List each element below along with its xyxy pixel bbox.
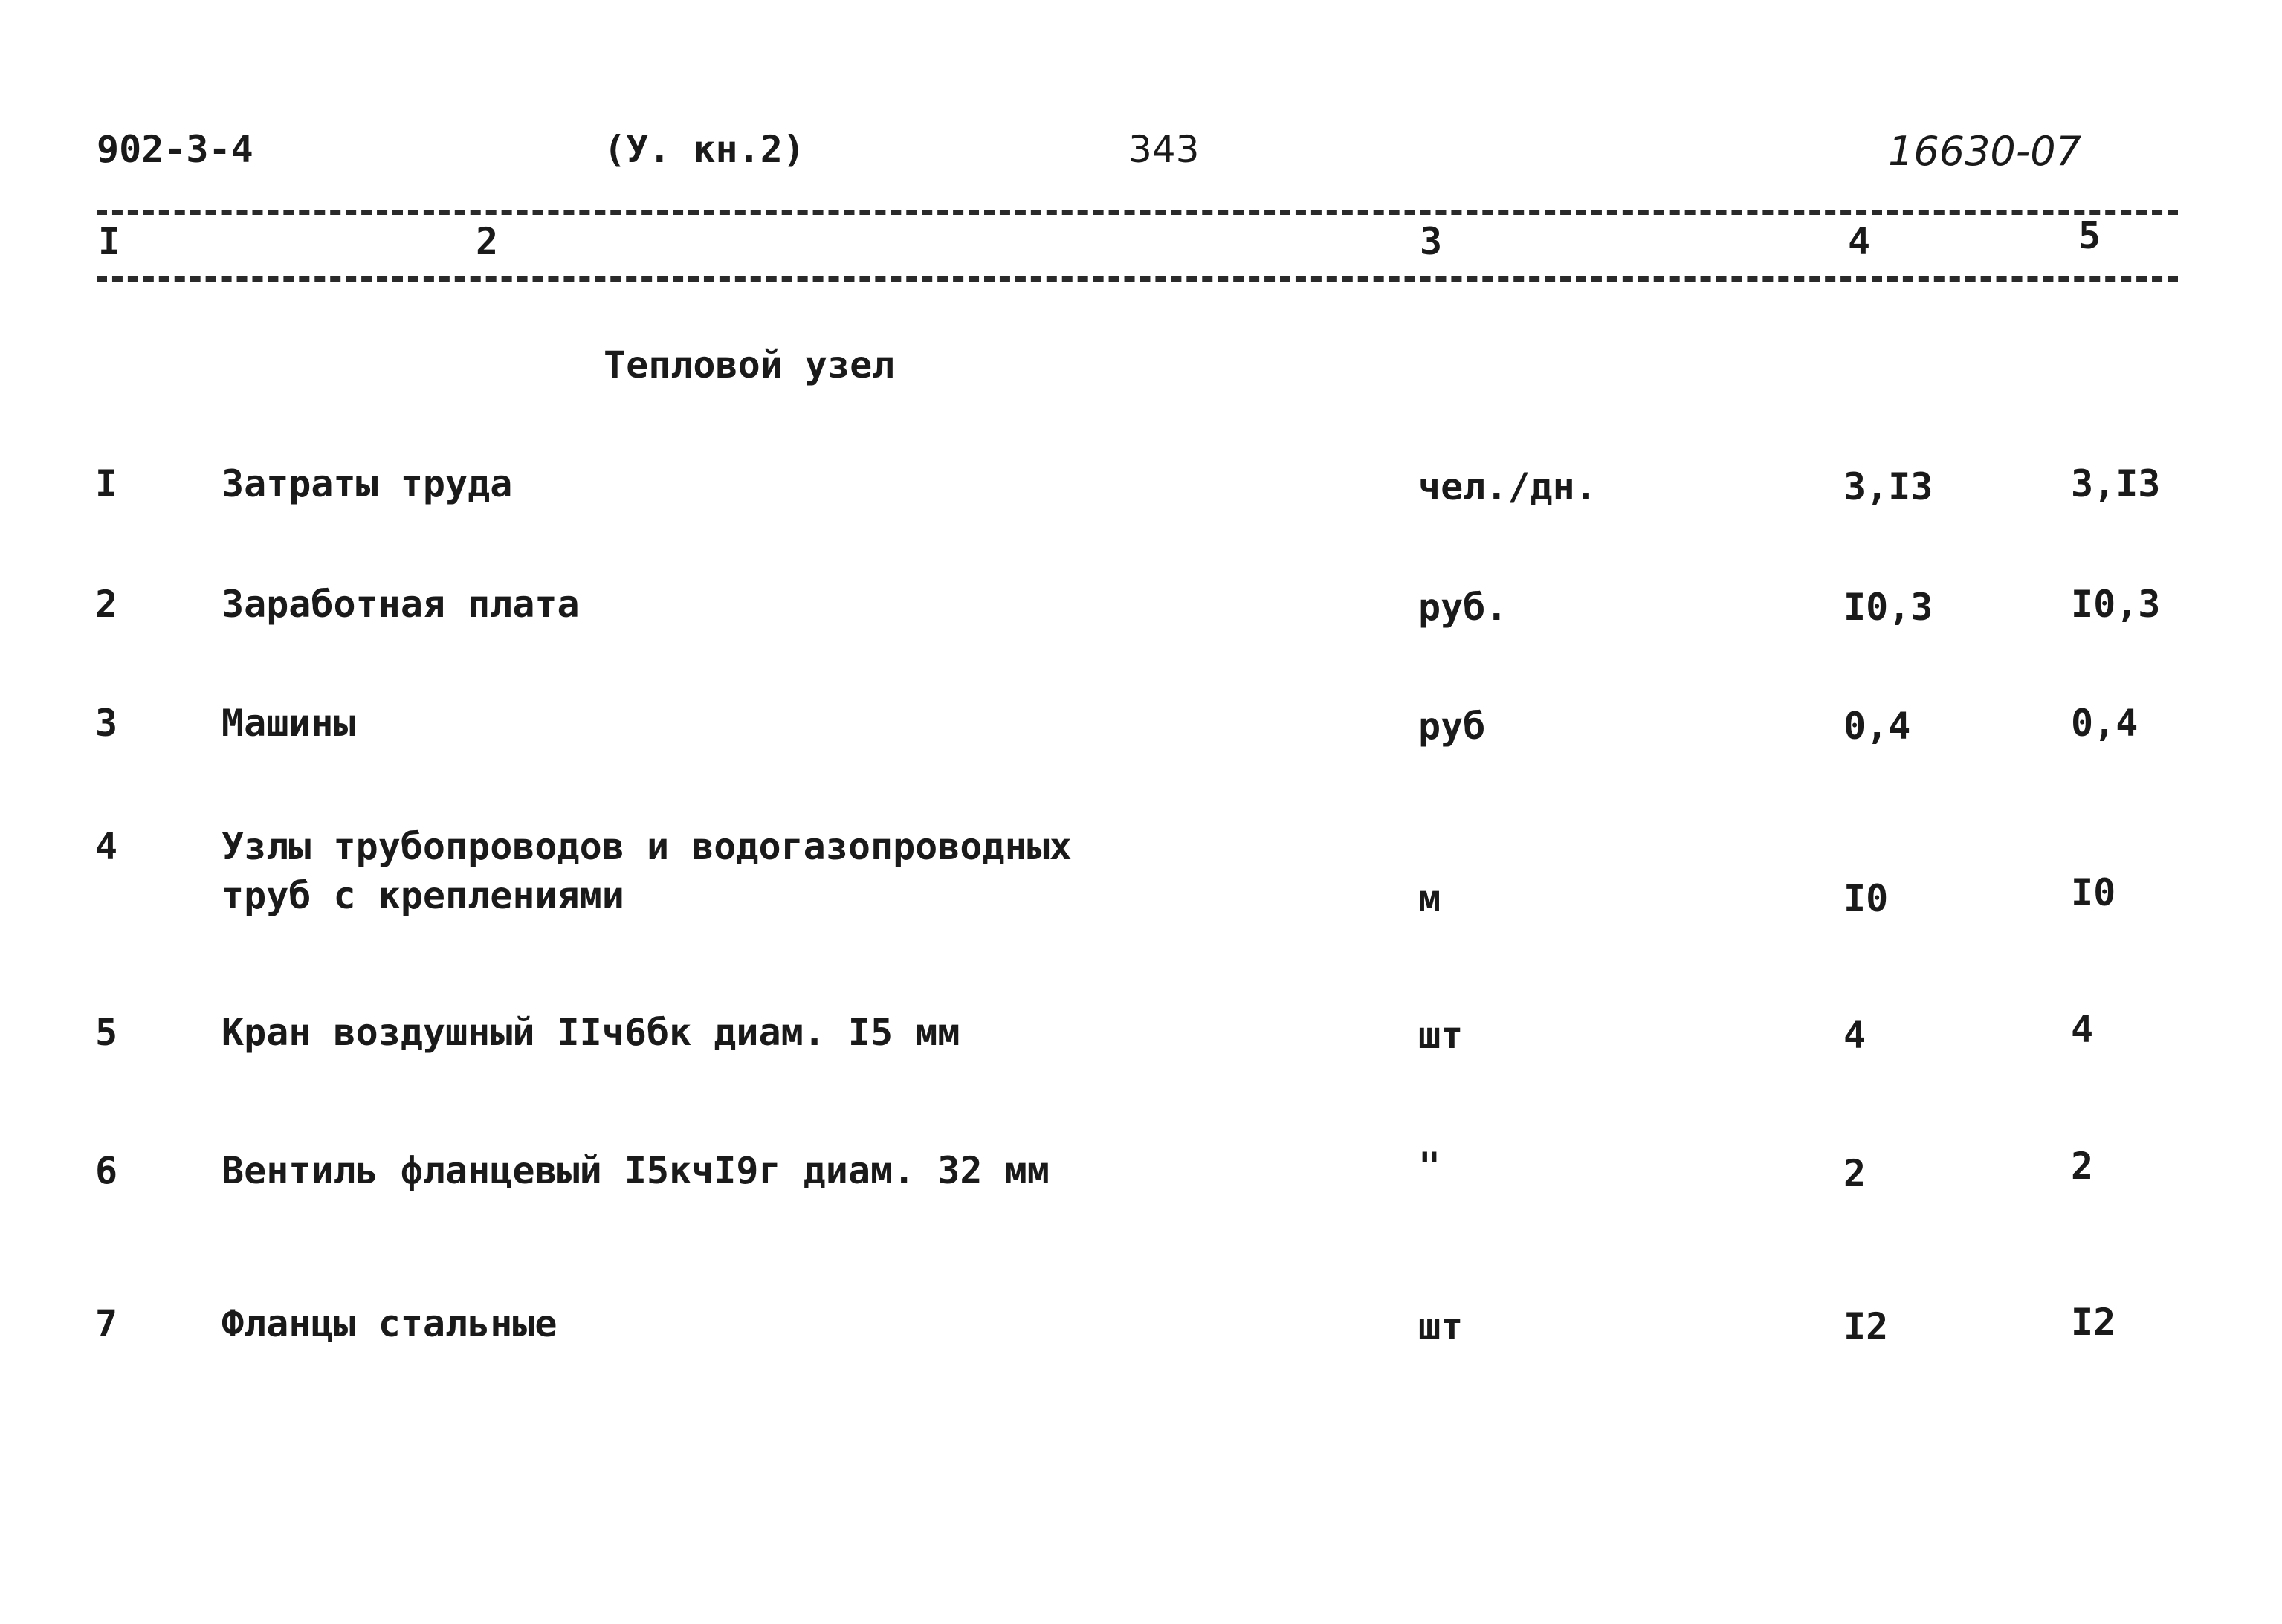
document-number: 16630-07 xyxy=(1888,128,2081,175)
page-number: 343 xyxy=(1128,128,1200,171)
row-5-number: 5 xyxy=(95,1011,118,1054)
row-6-unit-ditto: " xyxy=(1418,1145,1441,1188)
row-2-number: 2 xyxy=(95,583,118,626)
row-4-name-line-2: труб с креплениями xyxy=(222,874,624,917)
row-1-number: I xyxy=(95,462,118,505)
row-3-name: Машины xyxy=(222,702,356,745)
column-number-4: 4 xyxy=(1848,220,1871,263)
row-2-unit: руб. xyxy=(1418,586,1508,629)
row-3-unit: руб xyxy=(1418,705,1486,748)
column-number-2: 2 xyxy=(476,220,499,263)
column-number-5: 5 xyxy=(2078,214,2101,257)
row-7-name: Фланцы стальные xyxy=(222,1302,557,1345)
row-6-name: Вентиль фланцевый I5кчI9г диам. 32 мм xyxy=(222,1149,1050,1192)
column-number-1: I xyxy=(98,220,121,263)
row-1-unit: чел./дн. xyxy=(1418,465,1597,508)
row-4-unit: м xyxy=(1418,877,1441,920)
row-7-value-col5: I2 xyxy=(2071,1301,2116,1344)
row-2-value-col4: I0,3 xyxy=(1843,586,1933,629)
row-4-name-line-1: Узлы трубопроводов и водогазопроводных xyxy=(222,825,1072,868)
row-4-value-col4: I0 xyxy=(1843,877,1889,920)
row-2-value-col5: I0,3 xyxy=(2071,583,2161,626)
row-3-value-col4: 0,4 xyxy=(1843,705,1911,748)
row-5-value-col5: 4 xyxy=(2071,1008,2094,1051)
row-1-value-col4: 3,I3 xyxy=(1843,465,1933,508)
row-7-number: 7 xyxy=(95,1302,118,1345)
row-3-value-col5: 0,4 xyxy=(2071,702,2139,745)
section-title: Тепловой узел xyxy=(604,343,895,386)
document-code: 902-3-4 xyxy=(97,128,253,171)
row-7-unit: шт xyxy=(1418,1305,1464,1348)
row-1-name: Затраты труда xyxy=(222,462,513,505)
row-5-unit: шт xyxy=(1418,1014,1464,1057)
column-number-3: 3 xyxy=(1420,220,1443,263)
row-2-name: Заработная плата xyxy=(222,583,580,626)
row-6-value-col5: 2 xyxy=(2071,1145,2094,1188)
row-6-number: 6 xyxy=(95,1149,118,1192)
row-4-value-col5: I0 xyxy=(2071,871,2116,914)
row-5-value-col4: 4 xyxy=(1843,1014,1866,1057)
row-5-name: Кран воздушный IIч6бк диам. I5 мм xyxy=(222,1011,960,1054)
row-6-value-col4: 2 xyxy=(1843,1152,1866,1195)
column-header-bottom-rule xyxy=(97,276,2178,282)
row-1-value-col5: 3,I3 xyxy=(2071,462,2161,505)
row-4-number: 4 xyxy=(95,825,118,868)
row-3-number: 3 xyxy=(95,702,118,745)
volume-reference: (У. кн.2) xyxy=(604,128,805,171)
column-header-top-rule xyxy=(97,210,2178,215)
row-7-value-col4: I2 xyxy=(1843,1305,1889,1348)
